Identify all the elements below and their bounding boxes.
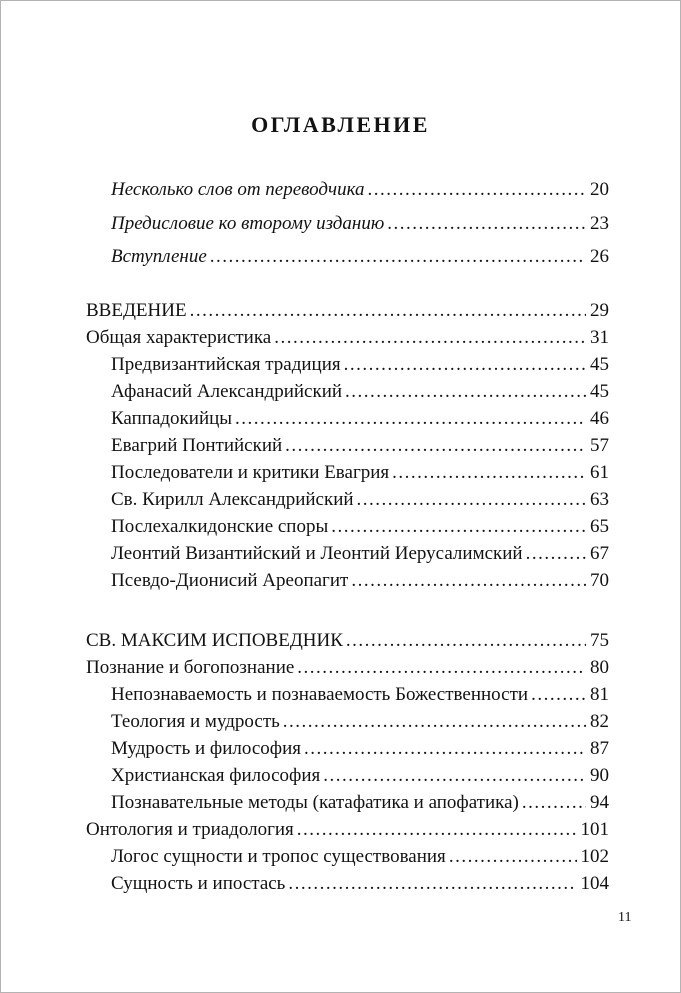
toc-entry [86, 627, 609, 654]
dot-leader [346, 627, 586, 654]
toc-entry-label: Непознаваемость и познаваемость Божественности [111, 684, 529, 705]
dot-leader [297, 816, 577, 843]
toc-entry [86, 432, 609, 459]
toc-entry-page: 63 [590, 489, 609, 510]
toc-entry [86, 843, 609, 870]
toc-entry-label: Теология и мудрость [111, 711, 280, 732]
toc-entry [86, 297, 609, 324]
toc-entry [86, 324, 609, 351]
dot-leader [368, 173, 587, 207]
toc-entry-label: Афанасий Александрийский [111, 381, 343, 402]
toc-entry-page: 87 [590, 738, 609, 759]
toc-entry [86, 405, 609, 432]
toc-entry-label: Мудрость и философия [111, 738, 302, 759]
toc-entry-page: 65 [590, 516, 609, 537]
toc-entry-label: Послехалкидонские споры [111, 516, 329, 537]
toc-entry [86, 486, 609, 513]
toc-section-maximus [86, 627, 609, 897]
toc-entry-page: 80 [590, 657, 609, 678]
dot-leader [283, 708, 586, 735]
dot-leader [522, 789, 586, 816]
toc-entry-label: Вступление [111, 246, 207, 267]
toc-entry-page: 90 [590, 765, 609, 786]
toc-entry [86, 708, 609, 735]
dot-leader [449, 843, 577, 870]
dot-leader [344, 351, 586, 378]
toc-entry [86, 240, 609, 274]
toc-entry-page: 45 [590, 354, 609, 375]
toc-entry-label: Псевдо-Дионисий Ареопагит [111, 570, 349, 591]
toc-entry [86, 816, 609, 843]
toc-entry-page: 57 [590, 435, 609, 456]
toc-entry-page: 67 [590, 543, 609, 564]
toc-entry-label: Леонтий Византийский и Леонтий Иерусалимский [111, 543, 523, 564]
toc-entry [86, 654, 609, 681]
dot-leader [304, 735, 586, 762]
toc-front-matter [86, 173, 609, 274]
folio-page-number: 11 [618, 910, 632, 925]
dot-leader [288, 870, 576, 897]
toc-entry-page: 102 [580, 846, 609, 867]
dot-leader [331, 513, 586, 540]
dot-leader [210, 240, 586, 274]
toc-entry [86, 513, 609, 540]
toc-entry [86, 567, 609, 594]
toc-entry [86, 762, 609, 789]
dot-leader [285, 432, 586, 459]
toc-entry-page: 82 [590, 711, 609, 732]
dot-leader [235, 405, 586, 432]
toc-entry-label: Познавательные методы (катафатика и апофатика) [111, 792, 519, 813]
dot-leader [190, 297, 586, 324]
dot-leader [323, 762, 586, 789]
toc-entry [86, 789, 609, 816]
toc-entry-label: Несколько слов от переводчика [111, 179, 365, 200]
toc-entry-label: Предисловие ко второму изданию [111, 212, 385, 234]
toc-entry-label: Евагрий Понтийский [111, 435, 283, 456]
toc-entry-label: Христианская философия [111, 765, 321, 786]
toc-entry-page: 26 [590, 246, 609, 267]
toc-entry-label: Св. Кирилл Александрийский [111, 489, 354, 510]
page-title: ОГЛАВЛЕНИЕ [251, 112, 430, 137]
toc-entry [86, 207, 609, 241]
toc-entry-page: 75 [590, 630, 609, 651]
dot-leader [351, 567, 586, 594]
toc-entry-page: 94 [590, 792, 609, 813]
toc-entry-label: СВ. МАКСИМ ИСПОВЕДНИК [86, 630, 343, 651]
toc-entry-page: 104 [580, 873, 609, 894]
toc-entry-label: Сущность и ипостась [111, 873, 286, 894]
toc-entry [86, 351, 609, 378]
toc-entry-page: 23 [590, 212, 609, 234]
toc-entry-label: Познание и богопознание [86, 657, 295, 678]
toc-entry-label: Последователи и критики Евагрия [111, 462, 390, 483]
toc-entry [86, 173, 609, 207]
toc-entry-page: 45 [590, 381, 609, 402]
toc-entry-page: 29 [590, 300, 609, 321]
toc-entry [86, 681, 609, 708]
toc-entry-label: Онтология и триадология [86, 819, 294, 840]
toc-entry-page: 31 [590, 327, 609, 348]
toc-entry-label: Каппадокийцы [111, 408, 233, 429]
toc-entry [86, 870, 609, 897]
dot-leader [274, 324, 586, 351]
toc-entry-page: 61 [590, 462, 609, 483]
dot-leader [345, 378, 586, 405]
toc-entry-page: 101 [580, 819, 609, 840]
toc-entry-label: Общая характеристика [86, 327, 272, 348]
dot-leader [387, 207, 586, 241]
dot-leader [526, 540, 586, 567]
toc-entry [86, 378, 609, 405]
toc-entry [86, 459, 609, 486]
toc-entry-label: Логос сущности и тропос существования [111, 846, 446, 867]
dot-leader [531, 681, 586, 708]
toc-section-introduction [86, 297, 609, 594]
toc-entry-page: 20 [590, 179, 609, 200]
toc-entry-page: 70 [590, 570, 609, 591]
toc-entry [86, 735, 609, 762]
toc-entry-page: 81 [590, 684, 609, 705]
toc-entry-label: ВВЕДЕНИЕ [86, 300, 187, 321]
dot-leader [297, 654, 586, 681]
toc-entry-page: 46 [590, 408, 609, 429]
dot-leader [392, 459, 586, 486]
toc-entry [86, 540, 609, 567]
dot-leader [357, 486, 586, 513]
toc-entry-label: Предвизантийская традиция [111, 354, 341, 375]
